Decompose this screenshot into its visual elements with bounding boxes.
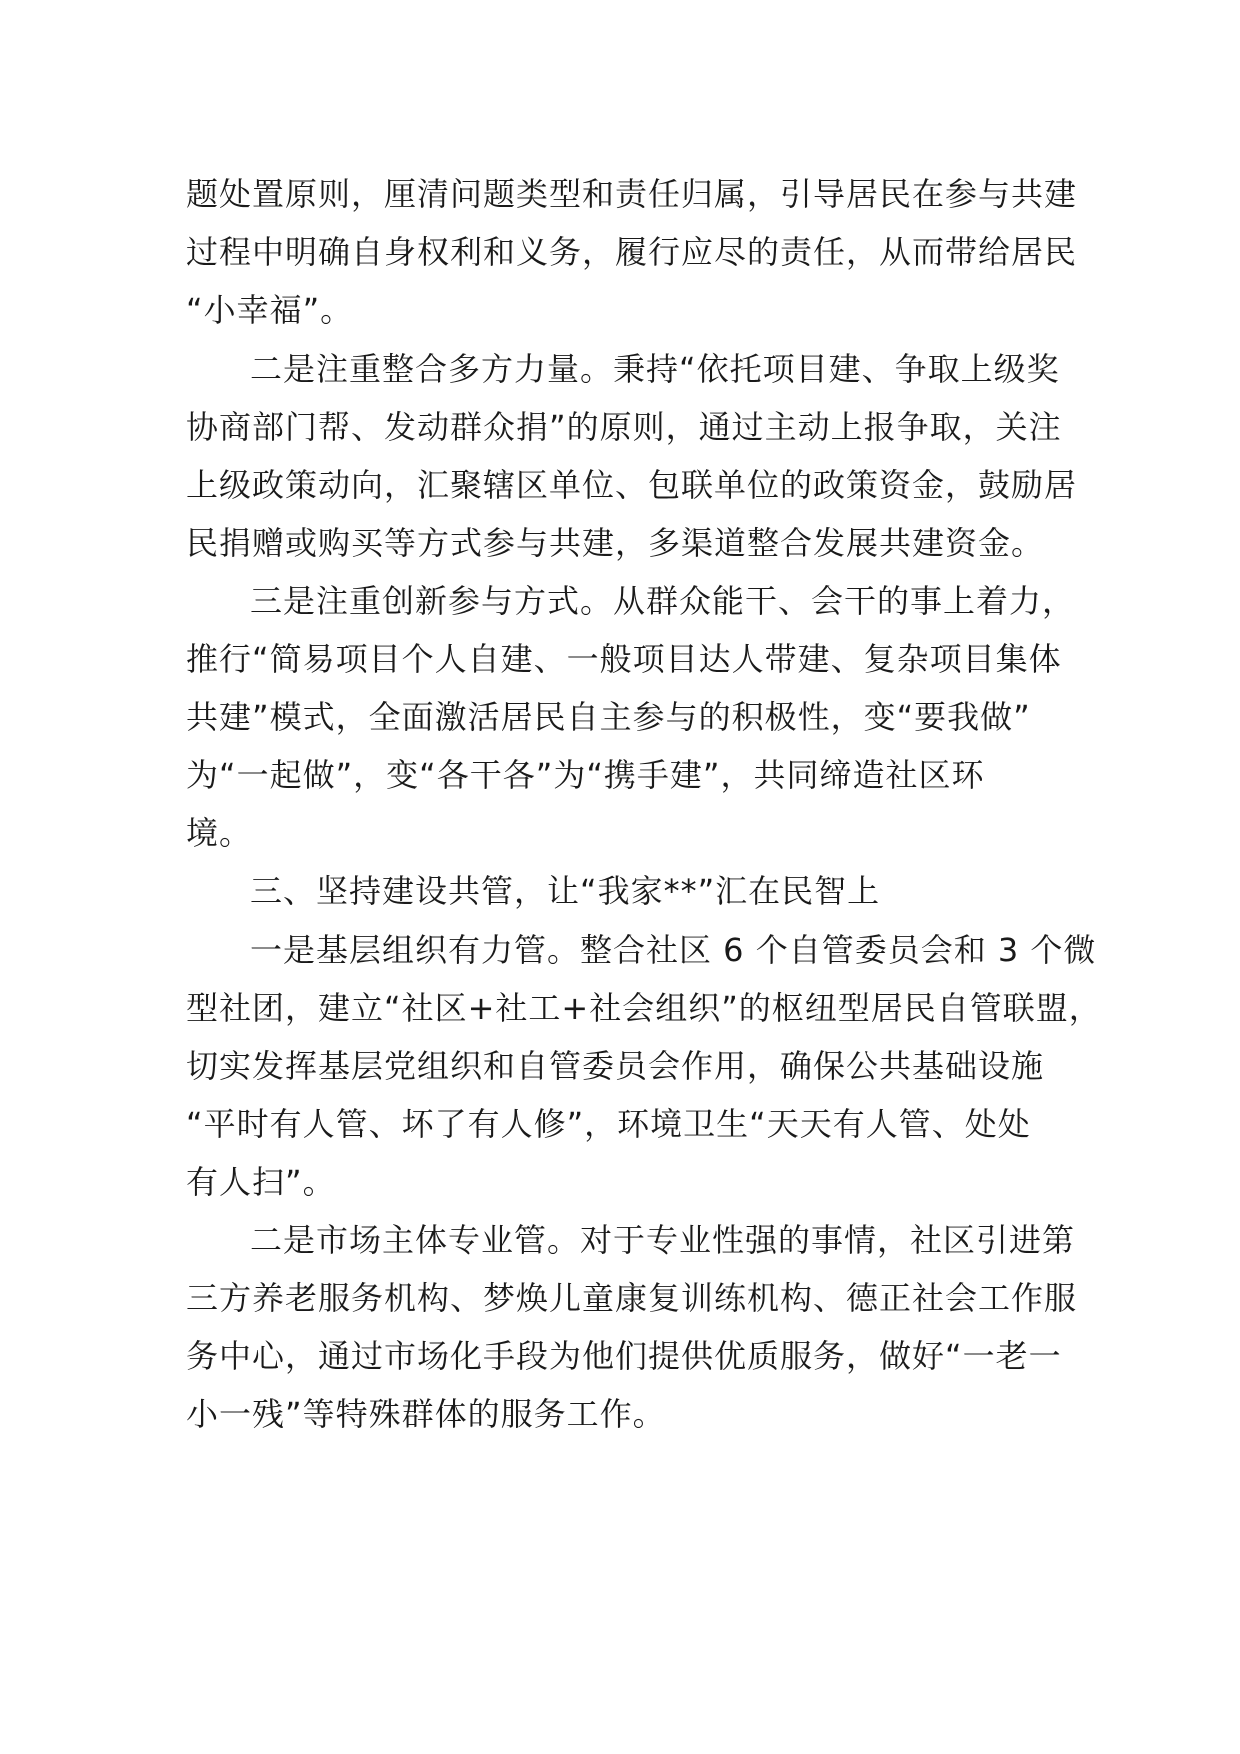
paragraph-line: “小幸福”。 xyxy=(186,291,354,329)
paragraph-line: 境。 xyxy=(186,814,253,852)
paragraph-line: 一是基层组织有力管。整合社区 6 个自管委员会和 3 个微 xyxy=(250,931,1097,969)
paragraph-line: 小一残”等特殊群体的服务工作。 xyxy=(186,1395,666,1433)
paragraph-line: 民捐赠或购买等方式参与共建，多渠道整合发展共建资金。 xyxy=(186,524,1045,562)
paragraph-line: 共建”模式，全面激活居民自主参与的积极性，变“要我做” xyxy=(186,698,1031,736)
paragraph-line: 上级政策动向，汇聚辖区单位、包联单位的政策资金，鼓励居 xyxy=(186,466,1078,504)
paragraph-line: 推行“简易项目个人自建、一般项目达人带建、复杂项目集体 xyxy=(186,640,1062,678)
paragraph-line: 有人扫”。 xyxy=(186,1163,336,1201)
paragraph-line: 二是市场主体专业管。对于专业性强的事情，社区引进第 xyxy=(250,1221,1076,1259)
paragraph-line: 题处置原则，厘清问题类型和责任归属，引导居民在参与共建 xyxy=(186,175,1078,213)
paragraph-line: 协商部门帮、发动群众捐”的原则，通过主动上报争取，关注 xyxy=(186,408,1062,446)
paragraph-line: 务中心，通过市场化手段为他们提供优质服务，做好“一老一 xyxy=(186,1337,1062,1375)
paragraph-line: “平时有人管、坏了有人修”，环境卫生“天天有人管、处处 xyxy=(186,1105,1031,1143)
paragraph-line: 二是注重整合多方力量。秉持“依托项目建、争取上级奖 xyxy=(250,350,1060,388)
paragraph-line: 切实发挥基层党组织和自管委员会作用，确保公共基础设施 xyxy=(186,1047,1045,1085)
section-heading: 三、坚持建设共管，让“我家**”汇在民智上 xyxy=(250,872,881,910)
paragraph-line: 过程中明确自身权利和义务，履行应尽的责任，从而带给居民 xyxy=(186,233,1078,271)
paragraph-line: 型社团，建立“社区+社工+社会组织”的枢纽型居民自管联盟， xyxy=(186,989,1102,1027)
paragraph-line: 三方养老服务机构、梦焕儿童康复训练机构、德正社会工作服 xyxy=(186,1279,1078,1317)
paragraph-line: 为“一起做”，变“各干各”为“携手建”，共同缔造社区环 xyxy=(186,756,985,794)
paragraph-line: 三是注重创新参与方式。从群众能干、会干的事上着力， xyxy=(250,582,1076,620)
